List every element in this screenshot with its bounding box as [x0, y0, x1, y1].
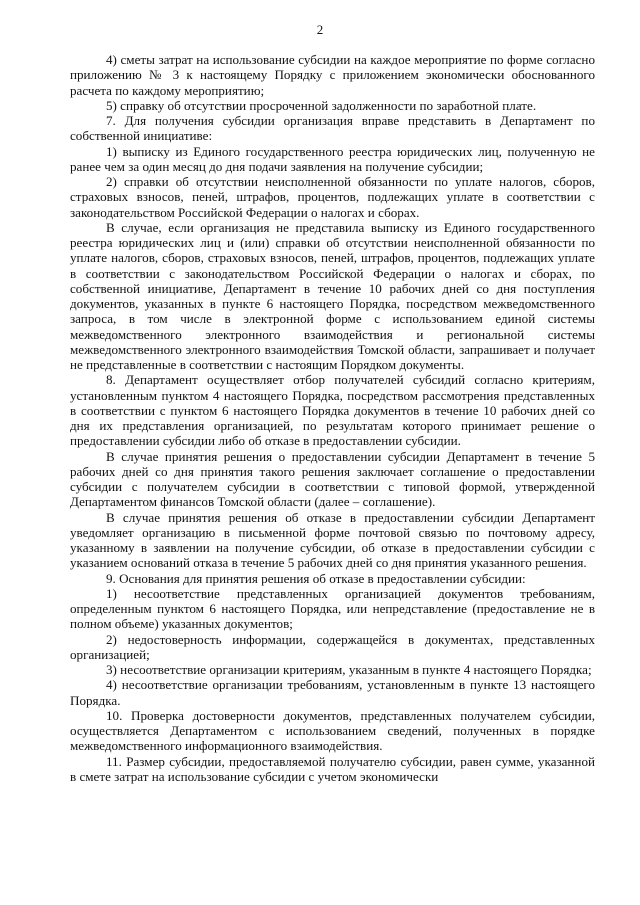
paragraph: 11. Размер субсидии, предоставляемой получателю субсидии, равен сумме, указанной в смете затрат на использование субсидии с учетом экономически: [70, 753, 595, 784]
paragraph: 4) несоответствие организации требованиям, установленным в пункте 13 настоящего Порядка.: [70, 677, 595, 708]
paragraph: 3) несоответствие организации критериям, указанным в пункте 4 настоящего Порядка;: [106, 662, 592, 677]
paragraph: 5) справку об отсутствии просроченной задолженности по заработной плате.: [106, 97, 537, 113]
paragraph: 9. Основания для принятия решения об отказе в предоставлении субсидии:: [106, 570, 526, 586]
paragraph: 1) выписку из Единого государственного реестра юридических лиц, полученную не ранее чем за один месяц до дня подачи заявления на получение субсидии;: [70, 143, 595, 174]
paragraph: 10. Проверка достоверности документов, представленных получателем субсидии, осуществляется Департаментом с использованием сведений, полученных в порядке межведомственного информационного взаимодействия.: [70, 707, 595, 754]
page-number: 2: [316, 22, 324, 37]
paragraph: 4) сметы затрат на использование субсидии на каждое мероприятие по форме согласно приложению № 3 к настоящему Порядку с приложением экономически обоснованного расчета по каждому мероприятию;: [70, 52, 595, 98]
paragraph: 2) справки об отсутствии неисполненной обязанности по уплате налогов, сборов, страховых взносов, пеней, штрафов, процентов, подлежащих уплате в соответствии с законодательством Российской Федерации о налогах и сборах.: [70, 174, 595, 220]
paragraph: 1) несоответствие представленных организацией документов требованиям, определенным пунктом 6 настоящего Порядка, или непредставление (предоставление не в полном объеме) указанных документов;: [70, 585, 595, 632]
paragraph: 8. Департамент осуществляет отбор получателей субсидий согласно критериям, установленным пунктом 4 настоящего Порядка, посредством рассмотрения представленных в соответствии с пунктом 6 настоящего Порядка документов в течение 10 рабочих дней со дня их представления организацией, по результатам которого принимает решение о предоставлении субсидии либо об отказе в предоставлении субсидии.: [70, 372, 595, 449]
paragraph: 2) недостоверность информации, содержащейся в документах, представленных организацией;: [70, 631, 595, 662]
paragraph: В случае принятия решения об отказе в предоставлении субсидии Департамент уведомляет организацию в письменной форме почтовой связью по почтовому адресу, указанному в заявлении на получение субсидии, об отказе в предоставлении субсидии с указанием оснований отказа в течение 5 рабочих дней со дня принятия указанного решения.: [70, 509, 595, 571]
paragraph: 7. Для получения субсидии организация вправе представить в Департамент по собственной инициативе:: [70, 113, 595, 144]
document-body: [70, 52, 595, 784]
paragraph: В случае, если организация не представила выписку из Единого государственного реестра юридических лиц и (или) справки об отсутствии неисполненной обязанности по уплате налогов, сборов, страховых взносов, пеней, штрафов, процентов, подлежащих уплате в соответствии с законодательством Российской Федерации о налогах и сборах, по собственной инициативе, Департамент в течение 10 рабочих дней со дня поступления документов, указанных в пункте 6 настоящего Порядка, посредством межведомственного запроса, в том числе в электронной форме с использованием единой системы межведомственного электронного взаимодействия и региональной системы межведомственного электронного взаимодействия Томской области, запрашивает и получает не представленные в соответствии с настоящим Порядком документы.: [70, 219, 595, 372]
paragraph: В случае принятия решения о предоставлении субсидии Департамент в течение 5 рабочих дней со дня принятия такого решения заключает соглашение о предоставлении субсидии с получателем субсидии в соответствии с типовой формой, утвержденной Департаментом финансов Томской области (далее – соглашение).: [70, 448, 595, 510]
